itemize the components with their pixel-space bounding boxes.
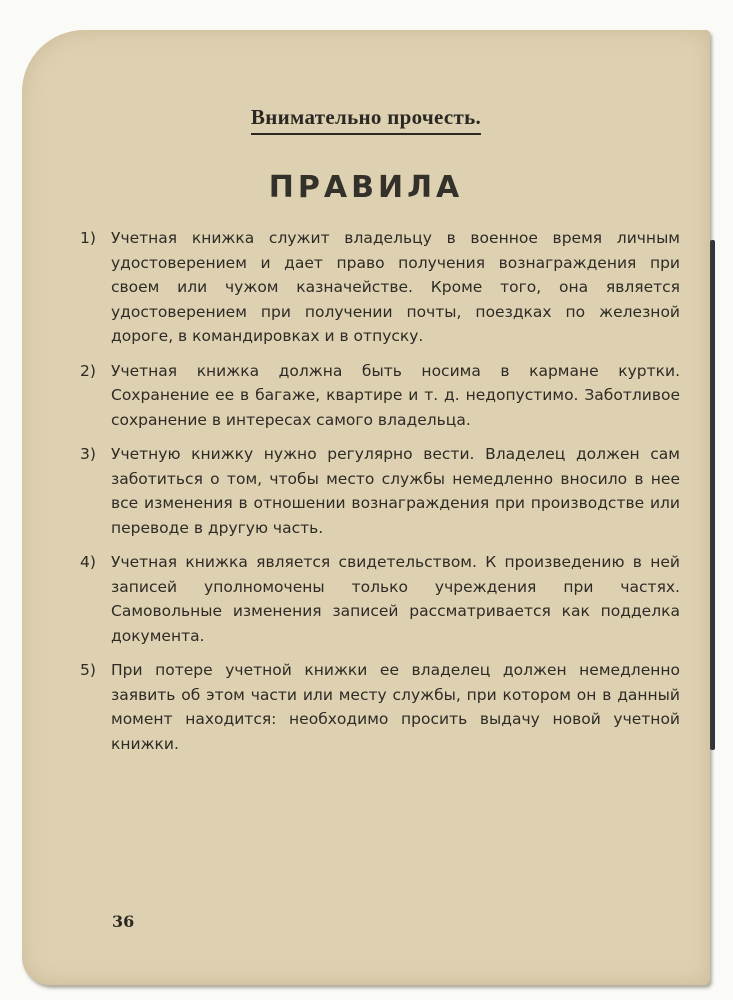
rule-number: 2)	[80, 361, 96, 380]
rule-number: 1)	[80, 229, 96, 247]
rule-number: 4)	[80, 553, 96, 571]
rule-item	[80, 658, 680, 756]
rule-number: 5)	[80, 661, 96, 679]
booklet-page	[22, 30, 710, 985]
rules-list	[80, 226, 680, 766]
page-title: ПРАВИЛА	[268, 170, 464, 205]
rule-item	[80, 550, 680, 648]
rule-text: При потере учетной книжки ее владелец должен немедленно заявить об этом части или месту службы, при котором он в данный момент находится: необходимо просить выдачу новой учетной книжки.	[111, 661, 680, 753]
booklet-spine	[710, 240, 715, 750]
rule-text: Учетная книжка служит владельцу в военное время личным удостоверением и дает право получения вознаграждения при своем или чужом казначействе. Кроме того, она является удостоверением при получении почты, поездках по железной дороге, в командировках и в отпуску.	[111, 229, 680, 345]
page-number: 36	[112, 912, 135, 931]
rule-text: Учетная книжка должна быть носима в кармане куртки. Сохранение ее в багаже, квартире и т. д. недопустимо. Заботливое сохранение в интересах самого владельца.	[111, 361, 680, 429]
rule-text: Учетная книжка является свидетельством. К произведению в ней записей уполномочены только учреждения при частях. Самовольные изменения записей рассматривается как подделка документа.	[111, 553, 680, 645]
page-heading: Внимательно прочесть.	[251, 105, 481, 135]
rule-item	[80, 442, 680, 540]
heading-wrapper	[22, 105, 710, 135]
rule-item	[80, 226, 680, 349]
rule-number: 3)	[80, 445, 96, 463]
rule-text: Учетную книжку нужно регулярно вести. Владелец должен сам заботиться о том, чтобы место службы немедленно вносило в нее все изменения в отношении вознаграждения при производстве или переводе в другую часть.	[111, 445, 680, 537]
rule-item	[80, 359, 680, 433]
